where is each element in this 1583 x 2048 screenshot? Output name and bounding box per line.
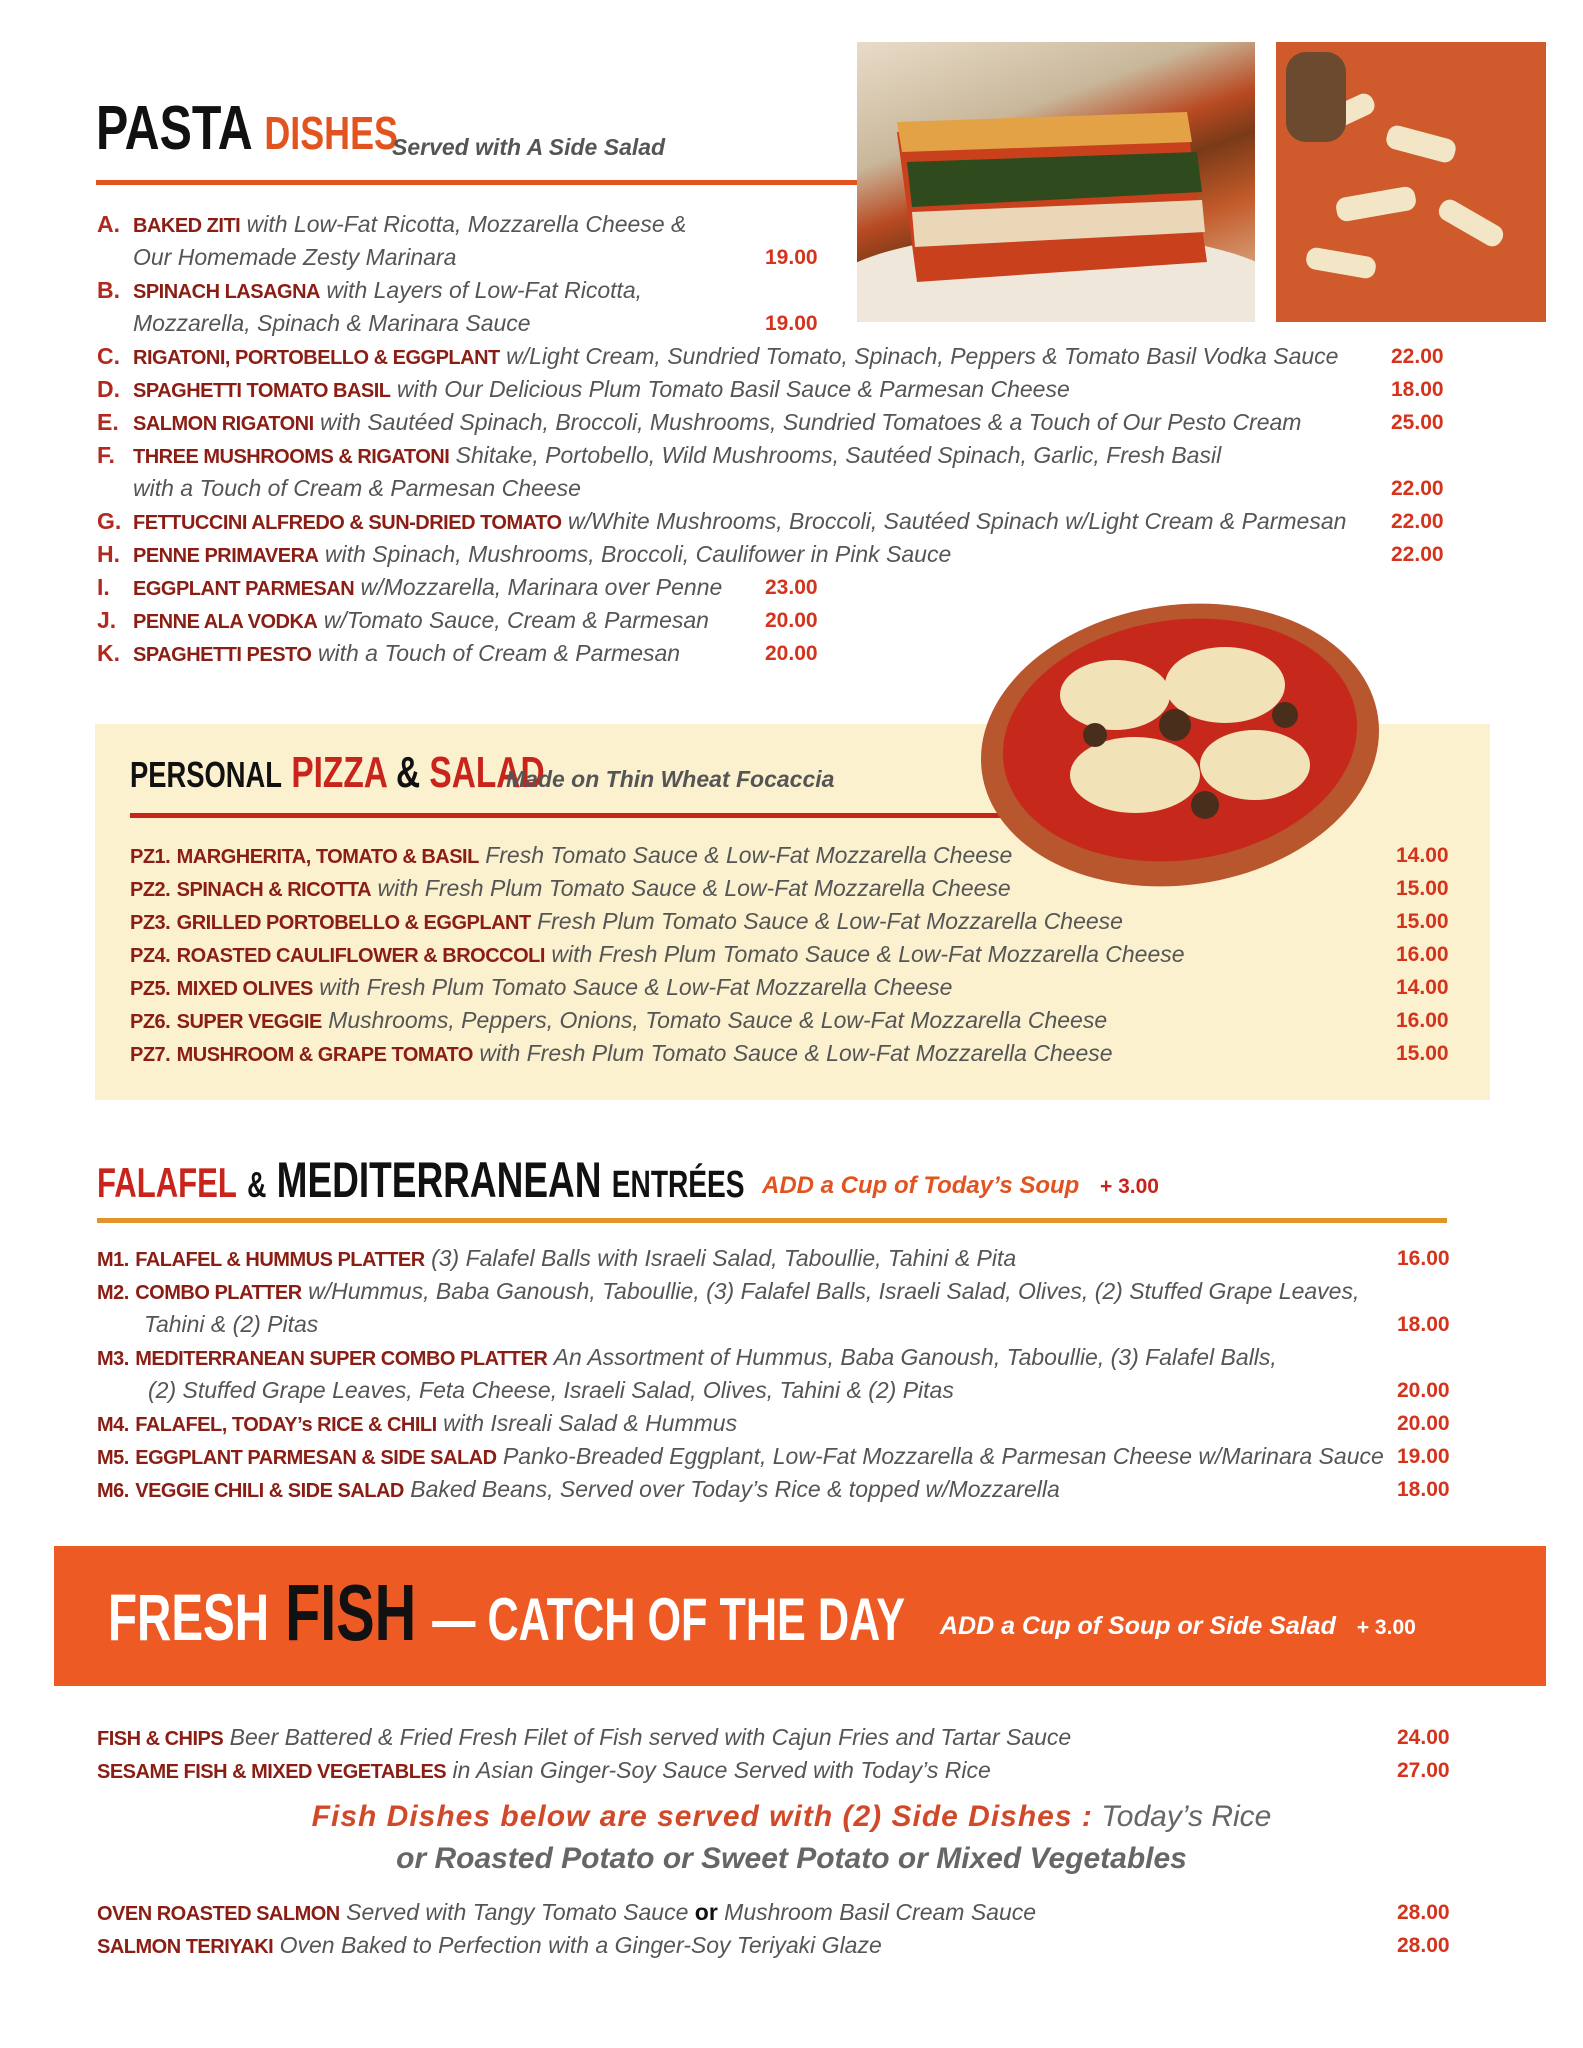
- list-item: OVEN ROASTED SALMON Served with Tangy Tomato Sauce or Mushroom Basil Cream Sauce 28.00: [97, 1899, 1450, 1925]
- fish-add: ADD a Cup of Soup or Side Salad + 3.00: [940, 1612, 1416, 1640]
- list-item: M3. MEDITERRANEAN SUPER COMBO PLATTER An Assortment of Hummus, Baba Ganoush, Taboullie, (3) Falafel Balls,: [97, 1344, 1277, 1370]
- list-item: M6. VEGGIE CHILI & SIDE SALAD Baked Beans, Served over Today’s Rice & topped w/Mozzarella 18.00: [97, 1476, 1450, 1502]
- list-item: PZ2. SPINACH & RICOTTA with Fresh Plum Tomato Sauce & Low-Fat Mozzarella Cheese 15.00: [130, 875, 1449, 901]
- list-item: D. SPAGHETTI TOMATO BASIL with Our Delicious Plum Tomato Basil Sauce & Parmesan Cheese 18.00: [97, 376, 1444, 402]
- pasta-title-rest: DISHES: [264, 107, 398, 159]
- list-item: SALMON TERIYAKI Oven Baked to Perfection with a Ginger-Soy Teriyaki Glaze 28.00: [97, 1932, 1450, 1958]
- list-item: M5. EGGPLANT PARMESAN & SIDE SALAD Panko-Breaded Eggplant, Low-Fat Mozzarella & Parmesan Cheese w/Marinara Sauce 19.00: [97, 1443, 1450, 1469]
- list-item: C. RIGATONI, PORTOBELLO & EGGPLANT w/Light Cream, Sundried Tomato, Spinach, Peppers & Tomato Basil Vodka Sauce 22.00: [97, 343, 1444, 369]
- list-item: PZ7. MUSHROOM & GRAPE TOMATO with Fresh Plum Tomato Sauce & Low-Fat Mozzarella Cheese 15.00: [130, 1040, 1449, 1066]
- list-item: I. EGGPLANT PARMESAN w/Mozzarella, Marinara over Penne 23.00: [97, 574, 818, 600]
- pizza-rule: [130, 813, 1030, 818]
- list-item: B. SPINACH LASAGNA with Layers of Low-Fat Ricotta,: [97, 277, 643, 303]
- falafel-rule: [97, 1218, 1447, 1223]
- list-item: J. PENNE ALA VODKA w/Tomato Sauce, Cream & Parmesan 20.00: [97, 607, 818, 633]
- falafel-title: FALAFEL & MEDITERRANEAN ENTRÉES: [97, 1152, 745, 1208]
- fish-side-note: Fish Dishes below are served with (2) Side Dishes : Today’s Rice or Roasted Potato or Sweet Potato or Mixed Vegetables: [311, 1800, 1272, 1875]
- falafel-add: ADD a Cup of Today’s Soup + 3.00: [762, 1172, 1159, 1199]
- list-item: FISH & CHIPS Beer Battered & Fried Fresh Filet of Fish served with Cajun Fries and Tartar Sauce 24.00: [97, 1724, 1450, 1750]
- list-item: M4. FALAFEL, TODAY’s RICE & CHILI with Isreali Salad & Hummus 20.00: [97, 1410, 1450, 1436]
- pizza-subtitle: Made on Thin Wheat Focaccia: [506, 766, 835, 792]
- pasta-subtitle: Served with A Side Salad: [392, 134, 666, 160]
- list-item: A. BAKED ZITI with Low-Fat Ricotta, Mozzarella Cheese &: [97, 211, 687, 237]
- fish-title: FRESH FISH — CATCH OF THE DAY: [108, 1568, 906, 1657]
- list-item: PZ1. MARGHERITA, TOMATO & BASIL Fresh Tomato Sauce & Low-Fat Mozzarella Cheese 14.00: [130, 842, 1449, 868]
- list-item: Tahini & (2) Pitas 18.00: [144, 1311, 1450, 1337]
- list-item: G. FETTUCCINI ALFREDO & SUN-DRIED TOMATO w/White Mushrooms, Broccoli, Sautéed Spinach w/Light Cream & Parmesan 22.00: [97, 508, 1444, 534]
- list-item: K. SPAGHETTI PESTO with a Touch of Cream & Parmesan 20.00: [97, 640, 818, 666]
- list-item: PZ6. SUPER VEGGIE Mushrooms, Peppers, Onions, Tomato Sauce & Low-Fat Mozzarella Cheese 16.00: [130, 1007, 1449, 1033]
- pizza-title: PERSONAL PIZZA & SALAD: [130, 748, 545, 797]
- list-item: H. PENNE PRIMAVERA with Spinach, Mushrooms, Broccoli, Caulifower in Pink Sauce 22.00: [97, 541, 1444, 567]
- list-item: F. THREE MUSHROOMS & RIGATONI Shitake, Portobello, Wild Mushrooms, Sautéed Spinach, Garlic, Fresh Basil: [97, 442, 1222, 468]
- list-item: with a Touch of Cream & Parmesan Cheese 22.00: [133, 475, 1444, 501]
- pasta-title: [96, 96, 398, 166]
- list-item: E. SALMON RIGATONI with Sautéed Spinach, Broccoli, Mushrooms, Sundried Tomatoes & a Touch of Our Pesto Cream 25.00: [97, 409, 1444, 435]
- list-item: SESAME FISH & MIXED VEGETABLES in Asian Ginger-Soy Sauce Served with Today’s Rice 27.00: [97, 1757, 1450, 1783]
- pasta-title-bold: PASTA: [96, 94, 251, 163]
- list-item: PZ5. MIXED OLIVES with Fresh Plum Tomato Sauce & Low-Fat Mozzarella Cheese 14.00: [130, 974, 1449, 1000]
- list-item: Mozzarella, Spinach & Marinara Sauce 19.00: [133, 310, 818, 336]
- list-item: PZ3. GRILLED PORTOBELLO & EGGPLANT Fresh Plum Tomato Sauce & Low-Fat Mozzarella Cheese 15.00: [130, 908, 1449, 934]
- list-item: (2) Stuffed Grape Leaves, Feta Cheese, Israeli Salad, Olives, Tahini & (2) Pitas 20.00: [148, 1377, 1450, 1403]
- pasta-rule: [96, 180, 858, 185]
- list-item: M2. COMBO PLATTER w/Hummus, Baba Ganoush, Taboullie, (3) Falafel Balls, Israeli Salad, Olives, (2) Stuffed Grape Leaves,: [97, 1278, 1360, 1304]
- list-item: M1. FALAFEL & HUMMUS PLATTER (3) Falafel Balls with Israeli Salad, Taboullie, Tahini & Pita 16.00: [97, 1245, 1450, 1271]
- list-item: Our Homemade Zesty Marinara 19.00: [133, 244, 818, 270]
- list-item: PZ4. ROASTED CAULIFLOWER & BROCCOLI with Fresh Plum Tomato Sauce & Low-Fat Mozzarella Cheese 16.00: [130, 941, 1449, 967]
